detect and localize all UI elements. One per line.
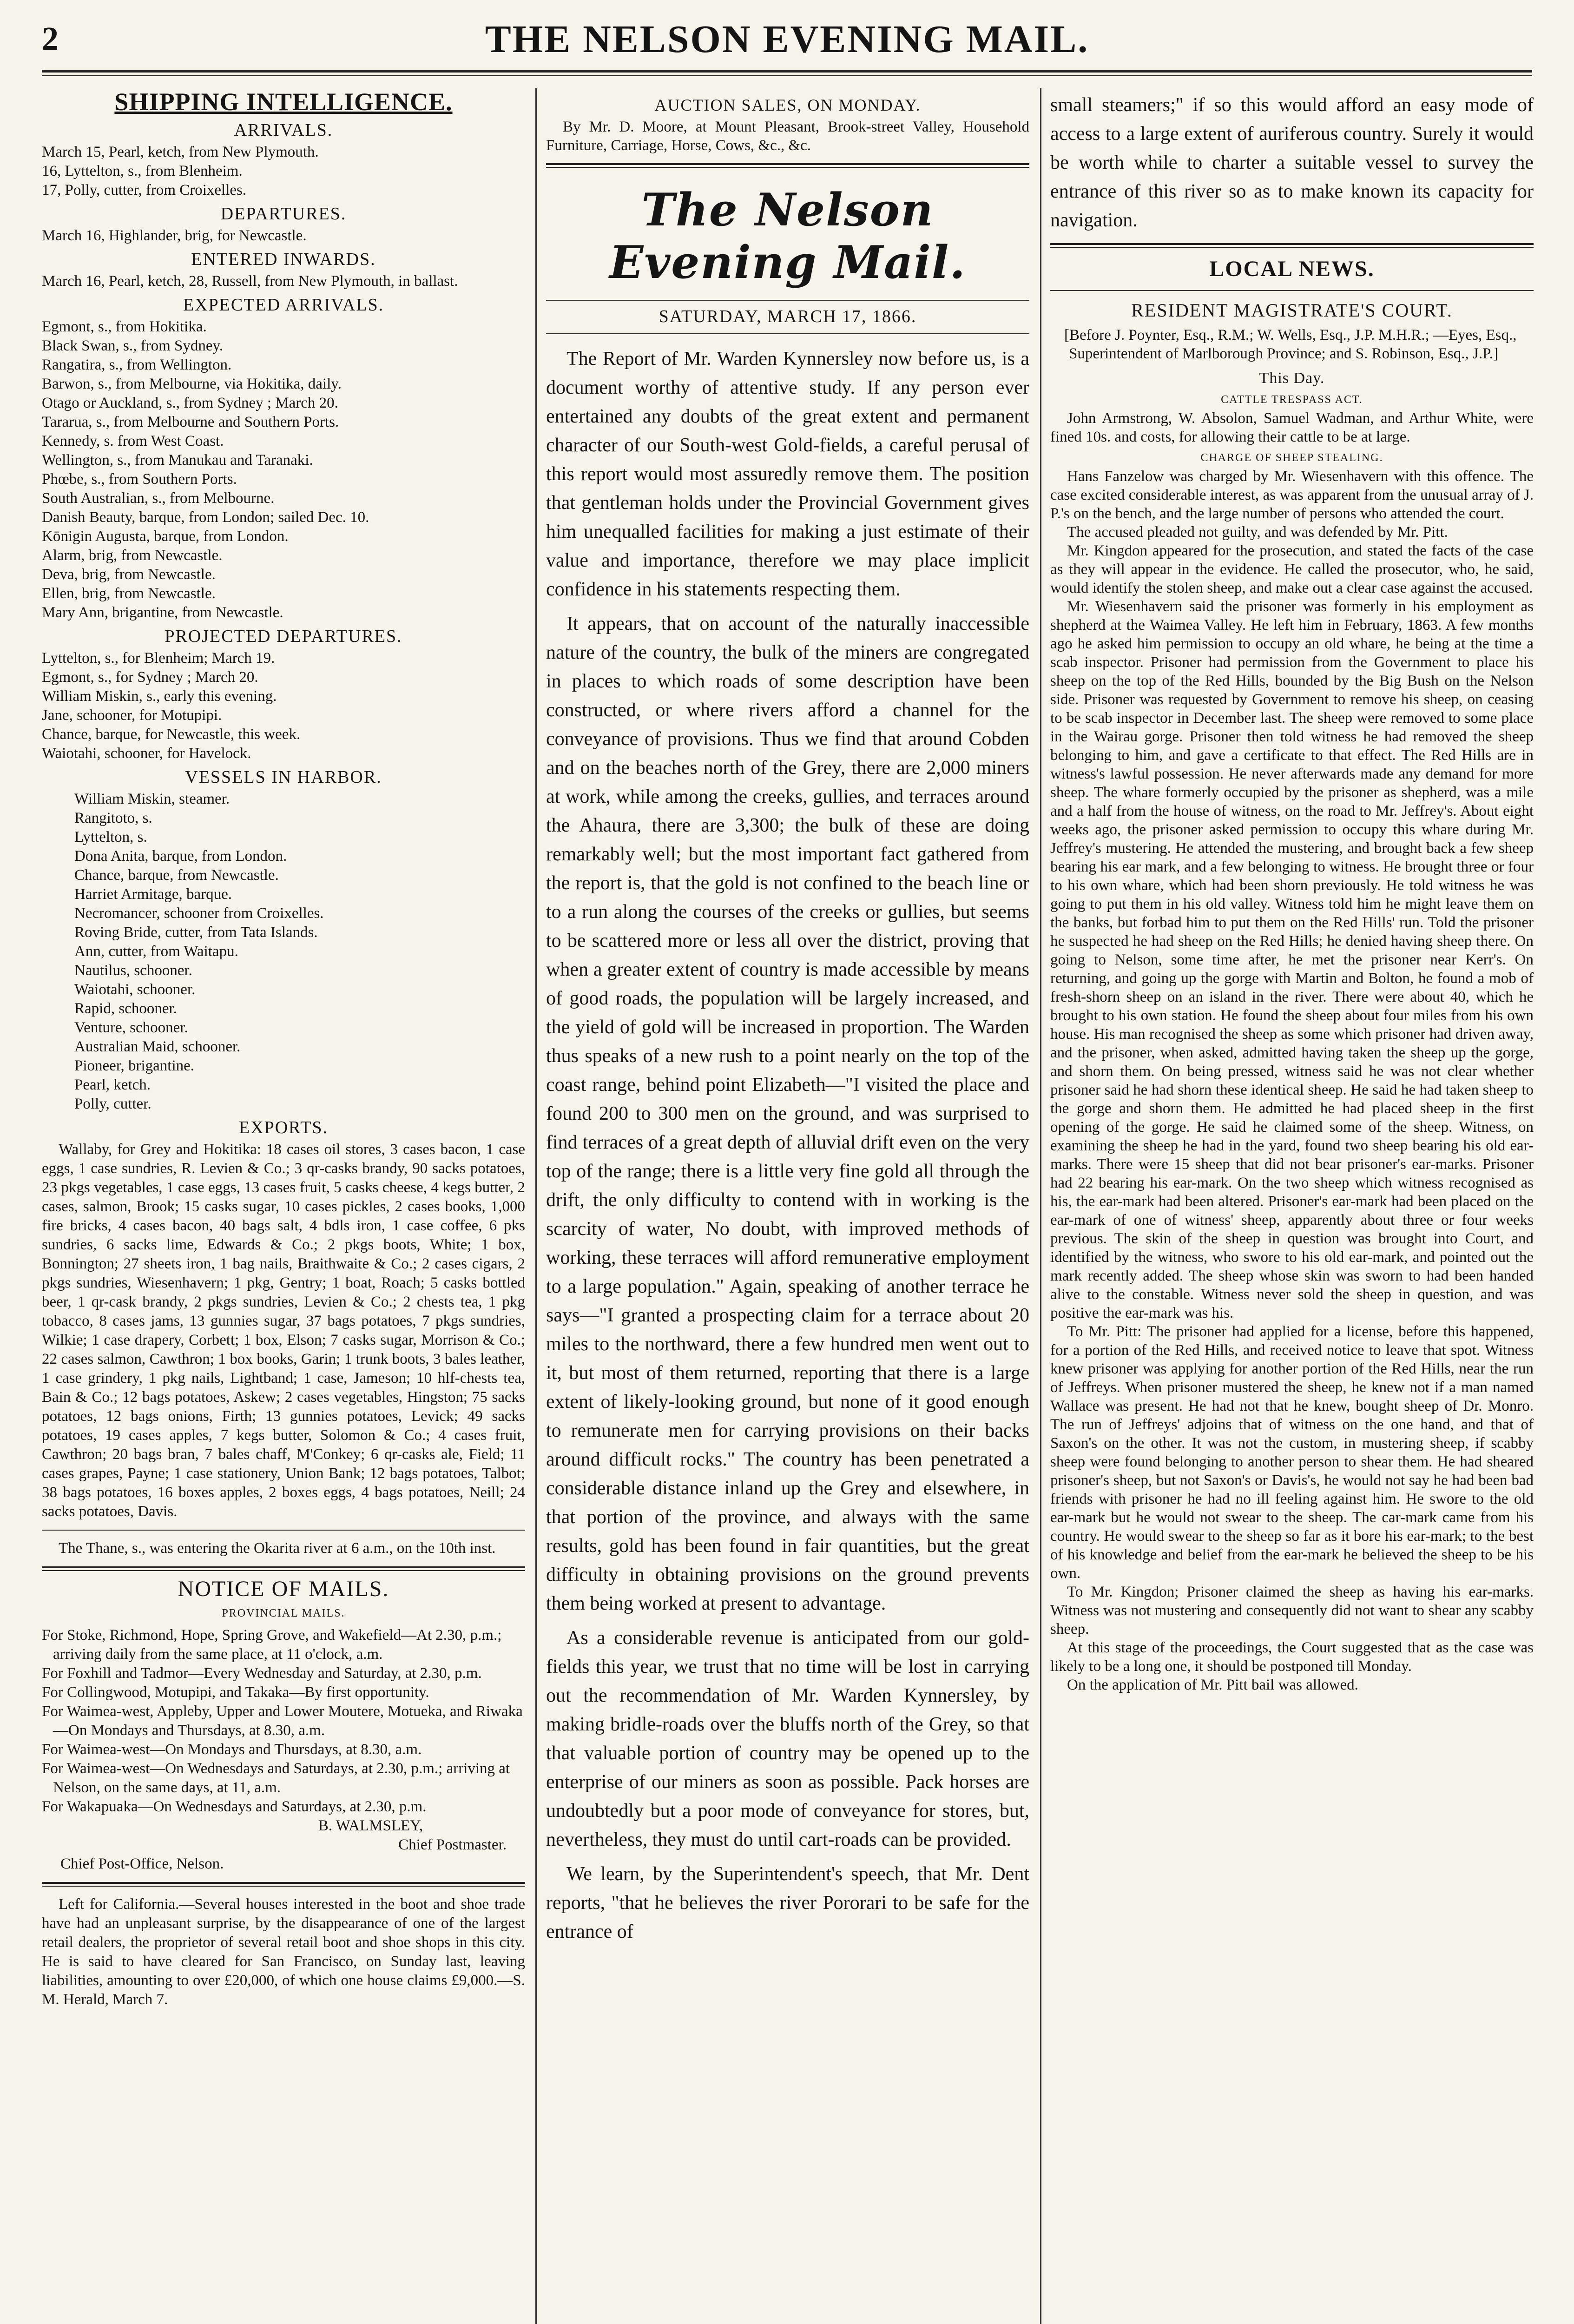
mail-item: For Stoke, Richmond, Hope, Spring Grove, and Wakefield—At 2.30, p.m.; arriving daily from the same place, at 11 o'clock, a.m.: [42, 1627, 502, 1663]
expected-item: Danish Beauty, barque, from London; sailed Dec. 10.: [42, 509, 369, 526]
column-divider: [535, 88, 537, 2324]
mail-item: For Waimea-west—On Wednesdays and Saturdays, at 2.30, p.m.; arriving at Nelson, on the same days, at 11, a.m.: [42, 1760, 510, 1796]
harbor-item: Roving Bride, cutter, from Tata Islands.: [74, 924, 318, 941]
harbor-item: Lyttelton, s.: [74, 829, 147, 845]
editorial-continuation: small steamers;" if so this would afford an easy mode of access to a large extent of auriferous country. Surely it would be worth while to charter a suitable vessel to survey the entrance of this river so as to make known its capacity for navigation.: [1050, 94, 1534, 231]
divider: [1050, 243, 1534, 248]
local-news-heading: LOCAL NEWS.: [1209, 257, 1375, 281]
column-shipping: [42, 91, 525, 2324]
editorial-paragraph: As a considerable revenue is anticipated from our gold-fields this year, we trust that no time will be lost in carrying out the recommendation of Mr. Warden Kynnersley, by making bridle-roads over the bluffs north of the Grey, so that that valuable portion of country may be opened up to the enterprise of our miners as soon as possible. Pack horses are undoubtedly but a poor mode of conveyance for stores, but, nevertheless, they must do until cart-roads can be provided.: [546, 1627, 1029, 1850]
this-day: This Day.: [1259, 370, 1325, 387]
court-paragraph: The accused pleaded not guilty, and was defended by Mr. Pitt.: [1067, 524, 1448, 541]
divider: [42, 1566, 525, 1571]
divider: [546, 300, 1029, 301]
expected-item: Ellen, brig, from Newcastle.: [42, 585, 216, 602]
column-editorial: [546, 91, 1029, 2324]
entered-list: [42, 272, 525, 291]
harbor-item: William Miskin, steamer.: [74, 791, 230, 807]
masthead-rule: [42, 70, 1532, 76]
harbor-item: Pearl, ketch.: [74, 1076, 151, 1093]
cattle-text: John Armstrong, W. Absolon, Samuel Wadman, and Arthur White, were fined 10s. and costs, for allowing their cattle to be at large.: [1050, 410, 1534, 445]
vessels-in-harbor-heading: VESSELS IN HARBOR.: [185, 767, 382, 787]
projected-item: Chance, barque, for Newcastle, this week.: [42, 726, 301, 743]
post-office: Chief Post-Office, Nelson.: [60, 1855, 224, 1872]
projected-item: William Miskin, s., early this evening.: [42, 688, 277, 705]
editorial-paragraph: It appears, that on account of the naturally inaccessible nature of the country, the bulk of the miners are congregated in places to which roads of some description have been constructed, or where rivers afford a channel for the conveyance of provisions. Thus we find that around Cobden and on the beaches north of the Grey, there are 2,000 miners at work, while among the creeks, gullies, and terraces around the Ahaura, there are 3,300; the bulk of these are doing remarkably well; but the most important fact gathered from the report is, that the gold is not confined to the beach line or to a run along the courses of the creeks or gullies, but seems to be scattered more or less all over the district, proving that when a greater extent of country is made accessible by means of good roads, the population will be largely increased, and the yield of gold will be increased in proportion. The Warden thus speaks of a new rush to a point nearly on the top of the coast range, behind point Elizabeth—"I visited the place and found 200 to 300 men on the ground, and was surprised to find terraces of a great depth of alluvial drift even on the very top of the range; there is a little very fine gold all through the drift, the only difficulty to contend with in working is the scarcity of water, No doubt, with improved methods of working, these terraces will afford remunerative employment to a large population." Again, speaking of another terrace he says—"I granted a prospecting claim for a terrace about 20 miles to the northward, there a few hundred men went out to it, but most of them returned, reporting that there is a large extent of likely-looking ground, but none of it good enough to remunerate men for carrying provisions on their backs around difficult rocks." The country has been penetrated a considerable distance inland up the Grey and elsewhere, in that portion of the province, and always with the same results, gold has been found in fair quantities, but the great difficulty in obtaining provisions on the ground prevents them being worked at present to advantage.: [546, 613, 1029, 1614]
expected-item: Tararua, s., from Melbourne and Southern Ports.: [42, 414, 339, 430]
harbor-item: Harriet Armitage, barque.: [74, 886, 232, 903]
cattle-heading: CATTLE TRESPASS ACT.: [1221, 394, 1363, 406]
editorial-paragraph: The Report of Mr. Warden Kynnersley now before us, is a document worthy of attentive study. If any person ever entertained any doubts of the great extent and permanent character of our South-west Gold-fields, a careful perusal of this report would most assuredly remove them. The position that gentleman holds under the Provincial Government gives him unequalled facilities for making a just estimate of their value and importance, therefore we may place implicit confidence in his statements respecting them.: [546, 348, 1029, 600]
divider: [1050, 290, 1534, 291]
auction-text: By Mr. D. Moore, at Mount Pleasant, Brook-street Valley, Household Furniture, Carriage, Horse, Cows, &c., &c.: [546, 119, 1029, 154]
arrivals-heading: ARRIVALS.: [234, 120, 333, 140]
harbor-item: Ann, cutter, from Waitapu.: [74, 943, 238, 960]
expected-item: Phœbe, s., from Southern Ports.: [42, 471, 237, 488]
masthead: [42, 14, 1532, 70]
court-paragraph: To Mr. Kingdon; Prisoner claimed the sheep as having his ear-marks. Witness was not mustering and consequently did not want to shear any scabby sheep.: [1050, 1584, 1534, 1637]
exports-text: Wallaby, for Grey and Hokitika: 18 cases oil stores, 3 cases bacon, 1 case eggs, 1 case sundries, R. Levien & Co.; 3 qr-casks brandy, 90 sacks potatoes, 23 pkgs vegetables, 1 case eggs, 13 cases fruit, 5 casks cheese, 4 kegs butter, 2 cases, salmon, Brook; 15 casks sugar, 10 cases pickles, 2 cases books, 1,000 fire bricks, 4 cases bacon, 40 bags salt, 4 bdls iron, 1 case coffee, 6 pks sundries, 6 sacks lime, Edwards & Co.; 2 pkgs boots, White; 1 box, Bonnington; 27 sheets iron, 1 bag nails, Braithwaite & Co.; 2 cases cigars, 2 pkgs sundries, Wiesenhavern; 1 pkg, Gentry; 1 boat, Roach; 5 casks bottled beer, 1 qr-cask brandy, 2 pkgs sundries, Levien & Co.; 2 chests tea, 1 pkg tobacco, 8 cases jams, 13 gunnies sugar, 37 bags potatoes, 7 pkgs sundries, Wilkie; 1 case drapery, Corbett; 1 box, Elson; 7 casks sugar, Morrison & Co.; 22 cases salmon, Cawthron; 1 box books, Garin; 1 trunk boots, 3 bales leather, 1 case grindery, 1 pkg nails, Lightband; 1 case, Jameson; 10 hlf-chests tea, Bain & Co.; 12 bags potatoes, Askew; 2 cases vegetables, Hingston; 75 sacks potatoes, 12 bags onions, Firth; 13 gunnies potatoes, Levick; 49 sacks potatoes, 19 cases apples, 7 kegs butter, Solomon & Co.; 4 cases fruit, Cawthron; 20 bags bran, 7 bales chaff, M'Conkey; 6 qr-casks ale, Field; 11 cases grapes, Payne; 1 case stationery, Union Bank; 12 bags potatoes, Talbot; 38 bags potatoes, 16 boxes apples, 2 boxes eggs, 4 bags potatoes, Neill; 24 sacks potatoes, Davis.: [42, 1141, 525, 1520]
provincial-mails-heading: PROVINCIAL MAILS.: [222, 1607, 345, 1619]
court-paragraph: At this stage of the proceedings, the Court suggested that as the case was likely to be a long one, it should be postponed till Monday.: [1050, 1639, 1534, 1675]
harbor-list: [42, 790, 525, 1114]
divider: [42, 1882, 525, 1887]
projected-item: Egmont, s., for Sydney ; March 20.: [42, 669, 258, 686]
arrival-item: 16, Lyttelton, s., from Blenheim.: [42, 163, 243, 179]
court-paragraph: Mr. Wiesenhavern said the prisoner was formerly in his employment as shepherd at the Waimea Valley. He left him in February, 1863. A few months ago he asked him permission to occupy an old whare, he being at the time a scab inspector. Prisoner had permission from the Government to place his sheep on the top of the Red Hills, bounded by the Big Bush on the Nelson side. Prisoner was requested by Government to remove his sheep, on ceasing to be scab inspector in December last. The sheep were removed to some place in the Wairau gorge. Prisoner then told witness he had removed the sheep belonging to him, and gave a certificate to that effect. The Red Hills are in witness's lawful possession. He never afterwards made any demand for more sheep. The whare formerly occupied by the prisoner as shepherd, was a mile and a half from the house of witness, on the road to Mr. Jeffrey's. About eight weeks ago, the prisoner asked permission to occupy this whare during Mr. Jeffrey's mustering. He attended the mustering, and brought back a few sheep bearing his ear mark, and a few belonging to witness. He brought three or four to his own whare, which had been shorn previously. He told witness he was going to put them in his old valley. Witness told him he might leave them on the banks, but forbad him to put them on the Red Hills' run. Told the prisoner he suspected he had sheep on the Red Hills; he denied having sheep there. On going to Nelson, some time after, he met the prisoner near Kerr's. On returning, and going up the gorge with Martin and Bolton, he found a mob of fresh-shorn sheep on an island in the river. There were about 40, which he brought to his own station. He found the sheep about four miles from his own house. His man recognised the sheep as some which prisoner had driven away, and the prisoner, when asked, admitted having taken the sheep up the gorge, and shorn them. On being pressed, witness said he was not clear whether prisoner said he had shorn these identical sheep. He said he had taken sheep to the gorge and shorn them. He admitted he had placed sheep in the first opening of the gorge. He said he claimed some of the sheep. Witness, on examining the sheep he had in the yard, found two sheep bearing his old ear-marks. There were 15 sheep that did not bear prisoner's ear-marks. Prisoner had 22 bearing his ear-mark. On the two sheep which witness recognised as his, the ear-mark had been altered. Prisoner's ear-mark had been placed on the ear-mark of one of witness' sheep, apparently about three or four weeks previous. The skin of the sheep in question was brought into Court, and identified by the witness, who swore to his old ear-mark, and pointed out the mark recently added. The sheep whose skin was sworn to had been handed alive to the constable. Witness never sold the sheep in question, and was positive the ear-mark was his.: [1050, 598, 1534, 1321]
expected-item: Rangatira, s., from Wellington.: [42, 357, 232, 373]
expected-item: Mary Ann, brigantine, from Newcastle.: [42, 604, 283, 621]
harbor-item: Chance, barque, from Newcastle.: [74, 867, 279, 884]
auction-heading: AUCTION SALES, ON MONDAY.: [654, 96, 921, 114]
mail-item: For Waimea-west—On Mondays and Thursdays, at 8.30, a.m.: [42, 1741, 422, 1758]
court-bench: [Before J. Poynter, Esq., R.M.; W. Wells, Esq., J.P. M.H.R.; —Eyes, Esq., Superintendent of Marlborough Province; and S. Robinson, Esq., J.P.]: [1064, 327, 1517, 362]
expected-item: Egmont, s., from Hokitika.: [42, 318, 207, 335]
projected-item: Waiotahi, schooner, for Havelock.: [42, 745, 251, 762]
page-number: 2: [42, 20, 59, 57]
departures-heading: DEPARTURES.: [220, 204, 347, 224]
harbor-item: Australian Maid, schooner.: [74, 1038, 241, 1055]
expected-item: Alarm, brig, from Newcastle.: [42, 547, 223, 564]
divider: [546, 333, 1029, 334]
expected-item: Barwon, s., from Melbourne, via Hokitika, daily.: [42, 376, 342, 392]
harbor-item: Waiotahi, schooner.: [74, 981, 196, 998]
arrival-item: 17, Polly, cutter, from Croixelles.: [42, 182, 247, 198]
mail-item: For Foxhill and Tadmor—Every Wednesday and Saturday, at 2.30, p.m.: [42, 1665, 482, 1682]
expected-arrivals-heading: EXPECTED ARRIVALS.: [183, 295, 384, 315]
projected-departures-heading: PROJECTED DEPARTURES.: [165, 627, 402, 646]
projected-item: Lyttelton, s., for Blenheim; March 19.: [42, 650, 275, 667]
harbor-item: Polly, cutter.: [74, 1096, 151, 1112]
court-report: [1050, 467, 1534, 1694]
paper-title: THE NELSON EVENING MAIL.: [485, 18, 1089, 61]
mail-item: For Wakapuaka—On Wednesdays and Saturdays, at 2.30, p.m.: [42, 1798, 427, 1815]
sheep-heading: CHARGE OF SHEEP STEALING.: [1200, 452, 1383, 464]
projected-item: Jane, schooner, for Motupipi.: [42, 707, 222, 724]
harbor-item: Venture, schooner.: [74, 1019, 188, 1036]
thane-note: The Thane, s., was entering the Okarita river at 6 a.m., on the 10th inst.: [59, 1540, 496, 1557]
mail-item: For Waimea-west, Appleby, Upper and Lower Moutere, Motueka, and Riwaka—On Mondays and Thursdays, at 8.30, a.m.: [42, 1703, 523, 1739]
exports-heading: EXPORTS.: [238, 1118, 329, 1137]
court-paragraph: Mr. Kingdon appeared for the prosecution, and stated the facts of the case as they will appear in the evidence. He called the prosecutor, who, he said, would identify the stolen sheep, and make out a clear case against the accused.: [1050, 542, 1534, 596]
departures-list: [42, 226, 525, 245]
editorial-title: The Nelson Evening Mail.: [609, 184, 966, 289]
expected-item: South Australian, s., from Melbourne.: [42, 490, 275, 507]
harbor-item: Nautilus, schooner.: [74, 962, 192, 979]
column-local-news: [1050, 91, 1534, 2324]
harbor-item: Dona Anita, barque, from London.: [74, 848, 287, 865]
expected-item: Black Swan, s., from Sydney.: [42, 337, 224, 354]
arrival-item: March 15, Pearl, ketch, from New Plymouth.: [42, 144, 319, 160]
mail-item: For Collingwood, Motupipi, and Takaka—By first opportunity.: [42, 1684, 429, 1701]
expected-item: Kōnigin Augusta, barque, from London.: [42, 528, 289, 545]
entered-item: March 16, Pearl, ketch, 28, Russell, from New Plymouth, in ballast.: [42, 273, 458, 290]
projected-list: [42, 649, 525, 763]
court-paragraph: On the application of Mr. Pitt bail was allowed.: [1067, 1677, 1358, 1693]
departure-item: March 16, Highlander, brig, for Newcastle.: [42, 227, 307, 244]
arrivals-list: [42, 143, 525, 200]
column-divider: [1040, 88, 1041, 2324]
dateline: SATURDAY, MARCH 17, 1866.: [659, 307, 917, 326]
california-note: Left for California.—Several houses interested in the boot and shoe trade have had an unpleasant surprise, by the disappearance of one of the largest retail dealers, the proprietor of several retail boot and shoe shops in this city. He is said to have cleared for San Francisco, on Sunday last, leaving liabilities, amounting to over £20,000, of which one house claims £9,000.—S. M. Herald, March 7.: [42, 1896, 525, 2008]
postmaster-title: Chief Postmaster.: [398, 1836, 507, 1853]
expected-item: Wellington, s., from Manukau and Taranaki.: [42, 452, 313, 469]
harbor-item: Rangitoto, s.: [74, 810, 152, 826]
expected-item: Deva, brig, from Newcastle.: [42, 566, 216, 583]
postmaster-name: B. WALMSLEY,: [318, 1817, 423, 1834]
court-paragraph: Hans Fanzelow was charged by Mr. Wiesenhavern with this offence. The case excited considerable interest, as was apparent from the unusual array of J. P.'s on the bench, and the large number of persons who attended the court.: [1050, 468, 1534, 522]
harbor-item: Necromancer, schooner from Croixelles.: [74, 905, 324, 922]
divider: [42, 1530, 525, 1531]
shipping-heading: SHIPPING INTELLIGENCE.: [114, 91, 453, 116]
expected-item: Otago or Auckland, s., from Sydney ; March 20.: [42, 395, 338, 411]
entered-inwards-heading: ENTERED INWARDS.: [191, 250, 376, 269]
harbor-item: Rapid, schooner.: [74, 1000, 177, 1017]
harbor-item: Pioneer, brigantine.: [74, 1057, 195, 1074]
mails-list: [42, 1626, 525, 1816]
court-heading: RESIDENT MAGISTRATE'S COURT.: [1131, 300, 1453, 321]
editorial-body: [546, 344, 1029, 1946]
court-paragraph: To Mr. Pitt: The prisoner had applied for a license, before this happened, for a portion of the Red Hills, and received notice to leave that spot. Witness knew prisoner was applying for another portion of the Red Hills, near the run of Jeffreys. When prisoner mustered the sheep, he knew not if a man named Wallace was present. He had not that he knew, bought sheep of Dr. Monro. The run of Jeffreys' adjoins that of witness on the one hand, and that of Saxon's on the other. It was not the custom, in mustering sheep, if scabby sheep were found belonging to another person to shear them. He had sheared prisoner's sheep, but not Saxon's or Davis's, he would not say he had been bad friends with prisoner he had no ill feeling against him. He swore to the old ear-mark but he would not swear to the sheep. The car-mark came from his country. He would swear to the sheep so far as it bore his ear-mark; to the best of his knowledge and belief from the ear-mark he believed the sheep to be his own.: [1050, 1323, 1534, 1582]
divider: [546, 163, 1029, 168]
expected-list: [42, 317, 525, 622]
expected-item: Kennedy, s. from West Coast.: [42, 433, 224, 449]
mails-heading: NOTICE OF MAILS.: [178, 1577, 389, 1601]
editorial-paragraph: We learn, by the Superintendent's speech, that Mr. Dent reports, "that he believes the river Pororari to be safe for the entrance of: [546, 1863, 1029, 1942]
